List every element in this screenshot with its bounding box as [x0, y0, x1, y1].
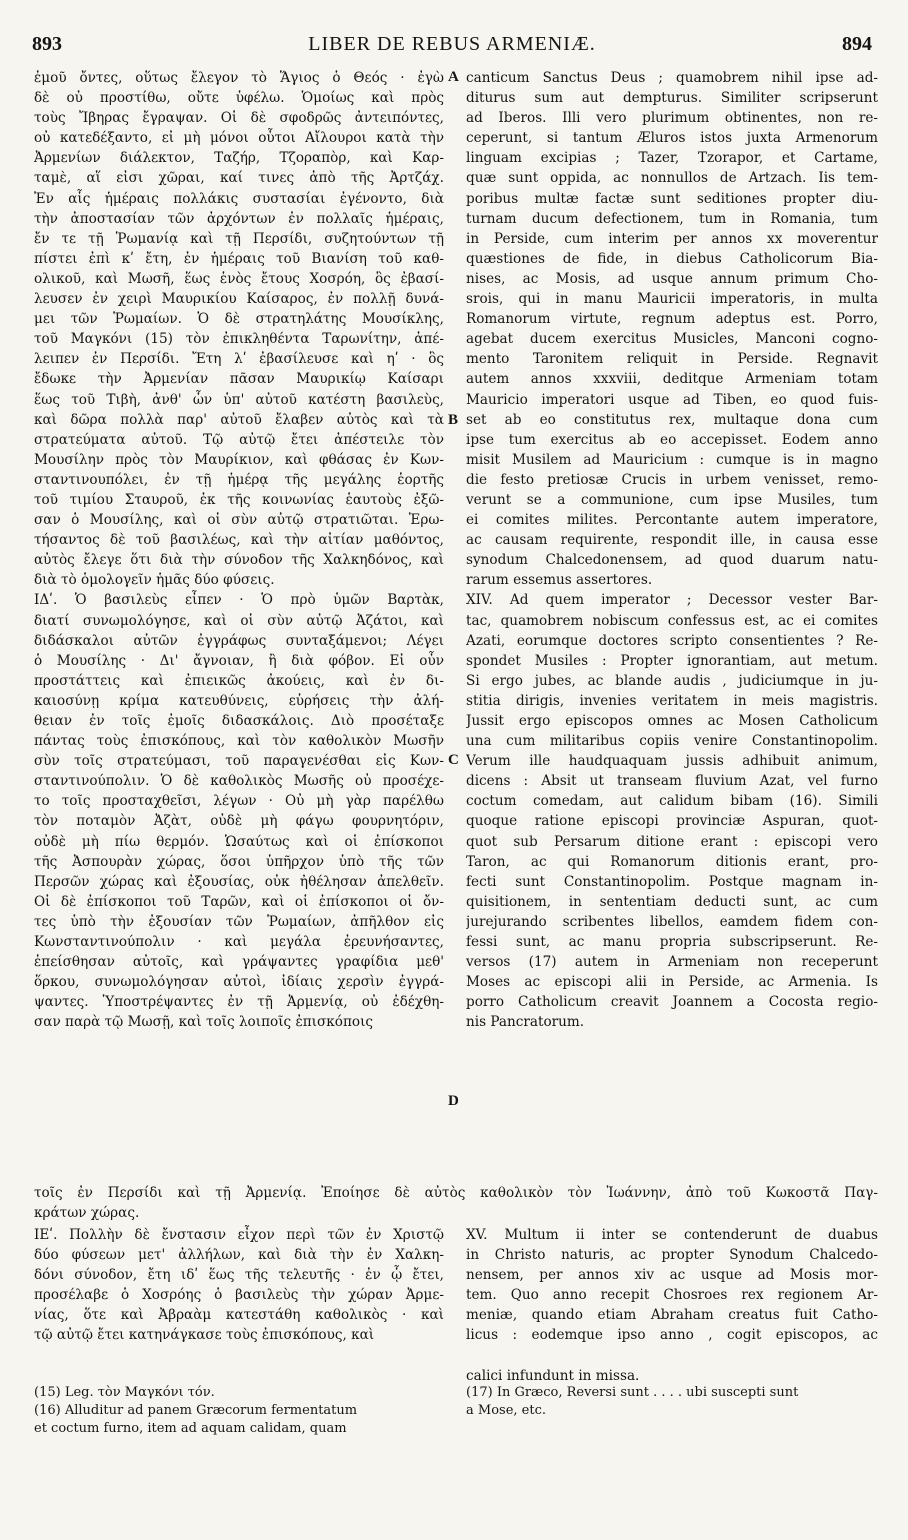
text-line: verunt se a communione, cum ipse Musiles, tum — [466, 491, 878, 508]
text-line: ὁ Μουσίλης · Δι' ἄγνοιαν, ἢ διὰ φόβον. Εἰ οὖν — [34, 652, 444, 669]
margin-letter-a: A — [448, 69, 459, 85]
text-line: et coctum furno, item ad aquam calidam, quam — [34, 1421, 347, 1436]
text-line: Κωνσταντινούπολιν · καὶ μεγάλα ἐρευνήσαντες, — [34, 934, 444, 951]
text-line: una cum militaribus copiis venire Constantinopolim. — [466, 733, 878, 750]
text-line: fessi sunt, ac manu propria subscripserunt. Re- — [466, 934, 878, 951]
text-line — [466, 1346, 878, 1366]
text-line: (15) Leg. τὸν Μαγκόνι τόν. — [34, 1385, 215, 1400]
margin-letter-d: D — [448, 1093, 459, 1109]
footnotes-right — [466, 1384, 878, 1420]
text-line: αὐτὸς ἔλεγε ὅτι διὰ τὴν σύνοδον τῆς Χαλκηδόνος, καὶ — [34, 552, 444, 569]
text-line: ταμὲ, αἵ εἰσι χῶραι, καί τινες ἀπὸ τῆς Ἀρτζάχ. — [34, 170, 444, 187]
text-line: λευσεν ἐν χειρὶ Μαυρικίου Καίσαρος, ἐν πολλῇ δυνά- — [34, 291, 444, 308]
text-line: tem. Quo anno recepit Chosroes rex regionem Ar- — [466, 1287, 878, 1304]
text-line: diturus sum aut dempturus. Similiter scripserunt — [466, 90, 878, 107]
text-line: Ἐν αἷς ἡμέραις πολλάκις συστασίαι ἐγένοντο, διὰ — [34, 190, 444, 207]
text-line: die festo pretiosæ Crucis in urbem venisset, remo- — [466, 471, 878, 488]
footnotes-left — [34, 1384, 444, 1438]
latin-text-column — [466, 68, 878, 1033]
text-line: ψαντες. Ὑποστρέψαντες ἐν τῇ Ἀρμενίᾳ, οὐ ἐδέχθη- — [34, 994, 444, 1011]
text-line: τῷ αὐτῷ ἔτει κατηνάγκασε τοὺς ἐπισκόπους, καὶ — [34, 1327, 375, 1344]
text-line: πίστει ἐπὶ κʹ ἔτη, ἐν ἡμέραις τοῦ Βιανίση τοῦ καθ- — [34, 250, 444, 267]
text-line: οὐ κατεδέξαντο, εἰ μὴ μόνοι οὗτοι Αἴλουροι κατὰ τὴν — [34, 130, 444, 147]
text-line: calici infundunt in missa. — [466, 1367, 640, 1384]
text-line: δὲ οὐ προστίθω, οὔτε ὑφέλω. Ὁμοίως καὶ πρὸς — [34, 90, 444, 107]
text-line: τοῦ Μαγκόνι (15) τὸν ἐπικληθέντα Ταρωνίτην, ἀπέ- — [34, 331, 444, 348]
text-line: quoque ratione episcopi provinciæ Aspuran, quot- — [466, 813, 878, 830]
text-line: porro Catholicum creavit Joannem a Cocosta regio- — [466, 994, 878, 1011]
greek-text-column — [34, 68, 444, 1033]
text-line: linguam excipias ; Tazer, Tzorapor, et Cartame, — [466, 150, 878, 167]
text-line: Verum ille haudquaquam jussis adhibuit animum, — [466, 753, 878, 770]
text-line: Romanorum virtute, regnum adeptus est. Porro, — [466, 311, 878, 328]
text-line: misit Musilem ad Mauricium : cumque is in magno — [466, 451, 878, 468]
text-line: τοῦ τιμίου Σταυροῦ, ἐκ τῆς κοινωνίας ἑαυτοὺς ἐξῶ- — [34, 491, 444, 508]
text-line: τήσαντος δὲ τοῦ βασιλέως, καὶ τὴν αἰτίαν μαθόντος, — [34, 532, 444, 549]
text-line: σὺν τοῖς στρατεύμασι, τοῦ παραγενέσθαι εἰς Κων- — [34, 753, 444, 770]
text-line: mento Taronitem reliquit in Perside. Regnavit — [466, 351, 878, 368]
text-line: καὶ δῶρα πολλὰ παρ' αὐτοῦ ἔλαβεν αὐτὸς καὶ τὰ — [34, 411, 444, 428]
text-line: ΙΔʹ. Ὁ βασιλεὺς εἶπεν · Ὁ πρὸ ὑμῶν Βαρτὰκ, — [34, 592, 444, 609]
text-line: rarum essemus assertores. — [466, 572, 653, 589]
text-line: σαν παρὰ τῷ Μωσῇ, καὶ τοῖς λοιποῖς ἐπισκόποις — [34, 1014, 374, 1031]
text-line: quæstiones de fide, in diebus Catholicorum Bia- — [466, 250, 878, 267]
text-line: in Christo naturis, ac propter Synodum Chalcedo- — [466, 1247, 878, 1264]
text-line: ΙΕʹ. Πολλὴν δὲ ἔνστασιν εἶχον περὶ τῶν ἐν Χριστῷ — [34, 1227, 444, 1243]
text-line: srois, qui in manu Mauricii imperatoris, in multa — [466, 291, 878, 308]
text-line: τες ὑπὸ τὴν ἐξουσίαν τῶν Ῥωμαίων, ἀπῆλθον εἰς — [34, 913, 444, 930]
text-line: μει τῶν Ῥωμαίων. Ὁ δὲ στρατηλάτης Μουσίκλης, — [34, 311, 444, 328]
text-line: ἐμοῦ ὄντες, οὕτως ἔλεγον τὸ Ἅγιος ὁ Θεός · ἐγὼ — [34, 70, 444, 86]
text-line: στρατεύματα αὐτοῦ. Τῷ αὐτῷ ἔτει ἀπέστειλε τὸν — [34, 431, 444, 448]
text-line: autem annos xxxviii, deditque Armeniam totam — [466, 371, 878, 388]
text-line: turnam ducum defectionem, tum in Romania, tum — [466, 210, 878, 227]
greek-section-xv — [34, 1225, 444, 1346]
text-line: Mauricio imperatori usque ad Tiben, eo quod fuis- — [466, 391, 878, 408]
text-line: synodum Chalcedonensem, ad quod duarum natu- — [466, 552, 878, 569]
text-line: quisitionem, in sententiam deducti sunt, ac cum — [466, 893, 878, 910]
text-line: set ab eo constitutus rex, multaque dona cum — [466, 411, 878, 428]
text-line: πάντας τοὺς ἐπισκόπους, καὶ τὸν καθολικὸν Μωσῆν — [34, 733, 444, 750]
text-line: ἐπείσθησαν αὐτοῖς, καὶ γράψαντες γραφίδια μεθ' — [34, 954, 444, 971]
text-line: XV. Multum ii inter se contenderunt de duabus — [466, 1227, 878, 1243]
text-line: προστάττεις καὶ ἐπιεικῶς ἀκούεις, καὶ ἐν δι- — [34, 672, 444, 689]
text-line: διὰ τὸ ὁμολογεῖν ἡμᾶς δύο φύσεις. — [34, 572, 275, 589]
text-line: το τοῖς προσταχθεῖσι, λέγων · Οὐ μὴ γὰρ παρέλθω — [34, 793, 444, 810]
text-line: nis Pancratorum. — [466, 1014, 585, 1031]
text-line: διδάσκαλοι αὐτῶν ἐγγράφως συνταξάμενοι; Λέγει — [34, 632, 444, 649]
text-line: Ἀρμενίων διάλεκτον, Ταζήρ, Τζοραπὸρ, καὶ Καρ- — [34, 150, 444, 167]
running-title: LIBER DE REBUS ARMENIÆ. — [308, 33, 596, 55]
text-line: ei comites milites. Percontante autem imperatore, — [466, 512, 878, 529]
text-line: τοῖς ἐν Περσίδι καὶ τῇ Ἀρμενίᾳ. Ἐποίησε δὲ αὐτὸς καθολικὸν τὸν Ἰωάννην, ἀπὸ τοῦ Κωκοστᾶ Παγ- — [34, 1185, 878, 1201]
text-line: (16) Alluditur ad panem Græcorum fermentatum — [34, 1403, 358, 1418]
text-line: a Mose, etc. — [466, 1403, 546, 1418]
text-line: ὅρκου, συνωμολόγησαν αὐτοὶ, ἰδίαις χερσὶν ἐγγρά- — [34, 974, 444, 991]
text-line: Moses ac episcopi alii in Perside, ac Armenia. Is — [466, 974, 878, 991]
text-line: διατί συνωμολόγησε, καὶ οἱ σὺν αὐτῷ Ἀζάτοι, καὶ — [34, 612, 444, 629]
text-line: canticum Sanctus Deus ; quamobrem nihil ipse ad- — [466, 70, 878, 86]
text-line: δύο φύσεων μετ' ἀλλήλων, καὶ διὰ τὴν ἐν Χαλκη- — [34, 1247, 444, 1264]
full-width-text — [34, 1183, 878, 1223]
text-line: Azati, eorumque doctores scripto consentientes ? Re- — [466, 632, 878, 649]
text-line: ipse tum exercitus ab eo accepisset. Eodem anno — [466, 431, 878, 448]
text-line: καιοσύνῃ κρίμα κατευθύνεις, εὑρήσεις τὴν ἀλή- — [34, 692, 444, 709]
text-line: jurejurando scribentes libellos, eamdem fidem con- — [466, 913, 878, 930]
text-line: stitia dirigis, invenies veritatem in meis magistris. — [466, 692, 878, 709]
text-line: ἔδωκε τὴν Ἀρμενίαν πᾶσαν Μαυρικίῳ Καίσαρι — [34, 371, 444, 388]
text-line: προσέλαβε ὁ Χοσρόης ὁ βασιλεὺς τὴν χώραν Ἀρμε- — [34, 1287, 444, 1304]
text-line: nensem, per annos xiv ac usque ad Mosis mor- — [466, 1267, 878, 1284]
margin-letter-b: B — [448, 412, 459, 428]
text-line: Si ergo jubes, ac blande audis , judiciumque in ju- — [466, 672, 878, 689]
text-line: Taron, ac qui Romanorum ditionis erant, pro- — [466, 853, 878, 870]
text-line: ολικοῦ, καὶ Μωσῆ, ἕως ἑνὸς ἔτους Χοσρόη, ὃς ἐβασί- — [34, 270, 444, 287]
text-line: θειαν ἐν τοῖς ἐμοῖς διδασκάλοις. Διὸ προσέταξε — [34, 713, 444, 729]
text-line: τὴν ἀποστασίαν τῶν ἀρχόντων ἐν πολλαῖς ἡμέραις, — [34, 210, 444, 227]
text-line: νίας, ὅτε καὶ Ἀβραὰμ κατεστάθη καθολικὸς · καὶ — [34, 1307, 444, 1324]
text-line: poribus multæ factæ sunt seditiones propter diu- — [466, 190, 878, 207]
text-line: δόνι σύνοδον, ἔτη ιδʹ ἕως τῆς τελευτῆς · ἐν ᾧ ἔτει, — [34, 1267, 444, 1284]
text-line: agebat ducem exercitus Musicles, Manconi cogno- — [466, 331, 878, 348]
text-line: ad Iberos. Illi vero plurimum obtinentes, non re- — [466, 110, 878, 127]
text-line: Περσῶν χώρας καὶ ἐξουσίας, οὐκ ἠθέλησαν ἀπελθεῖν. — [34, 873, 444, 890]
latin-section-xv — [466, 1225, 878, 1386]
text-line: dicens : Absit ut transeam fluvium Azat, vel furno — [466, 773, 878, 790]
text-line: coctum comedam, aut calidum bibam (16). Simili — [466, 793, 878, 810]
text-line: quæ sunt oppida, ac nonnullos de Artzach. Iis tem- — [466, 170, 878, 187]
text-line: spondet Musiles : Propter ignorantiam, aut metum. — [466, 652, 878, 669]
text-line: versos (17) autem in Armeniam non receperunt — [466, 954, 878, 971]
running-header — [32, 33, 872, 67]
text-line: οὐδὲ μὴ πίω θερμόν. Ὡσαύτως καὶ οἱ ἐπίσκοποι — [34, 833, 444, 850]
text-line: quot sub Persarum ditione erant : episcopi vero — [466, 833, 878, 850]
text-line: τὸν ποταμὸν Ἀζὰτ, οὐδὲ μὴ φάγω φουρνητόριν, — [34, 813, 444, 830]
text-line: τοὺς Ἴβηρας ἔγραψαν. Οἱ δὲ σφοδρῶς ἀντειπόντες, — [34, 110, 444, 127]
text-line: σταντινουπόλει, ἐν τῇ ἡμέρᾳ τῆς μεγάλης ἑορτῆς — [34, 471, 444, 488]
margin-letter-c: C — [448, 752, 459, 768]
text-line: λειπεν ἐν Περσίδι. Ἔτη λʹ ἐβασίλευσε καὶ ηʹ · ὃς — [34, 351, 444, 368]
page-number-left: 893 — [32, 33, 62, 55]
text-line: σαν ὁ Μουσίλης, καὶ οἱ σὺν αὐτῷ στρατιῶται. Ἐρω- — [34, 512, 444, 529]
text-line: κράτων χώρας. — [34, 1205, 140, 1222]
text-line: licus : eodemque ipso anno , cogit episcopos, ac — [466, 1327, 878, 1344]
text-line: (17) In Græco, Reversi sunt . . . . ubi suscepti sunt — [466, 1385, 799, 1400]
text-line: meniæ, quando etiam Abraham creatus fuit Catho- — [466, 1307, 878, 1324]
text-line: Jussit ergo episcopos omnes ac Mosen Catholicum — [466, 713, 878, 729]
text-line: Οἱ δὲ ἐπίσκοποι τοῦ Ταρῶν, καὶ οἱ ἐπίσκοποι οἱ ὄν- — [34, 893, 444, 910]
text-line: tac, quamobrem nobiscum confessus est, ac ei comites — [466, 612, 878, 629]
text-line: ac causam requirente, respondit ille, in causa esse — [466, 532, 878, 549]
page-number-right: 894 — [842, 33, 872, 55]
text-line: ἔν τε τῇ Ῥωμανίᾳ καὶ τῇ Περσίδι, συζητούντων τῇ — [34, 230, 444, 247]
text-line: ceperunt, si tantum Æluros istos juxta Armenorum — [466, 130, 878, 147]
text-line: fecti sunt Constantinopolim. Postque magnam in- — [466, 873, 878, 890]
text-line: ἕως τοῦ Τιβὴ, ἀνθ' ὧν ὑπ' αὐτοῦ κατέστη βασιλεὺς, — [34, 391, 444, 408]
text-line: in Perside, cum interim per annos xx moverentur — [466, 230, 878, 247]
text-line: τῆς Ἀσπουρὰν χώρας, ὅσοι ὑπῆρχον ὑπὸ τῆς τῶν — [34, 853, 444, 870]
text-line: σταντινούπολιν. Ὁ δὲ καθολικὸς Μωσῆς οὐ προσέχε- — [34, 773, 444, 790]
text-line: Μουσίλην πρὸς τὸν Μαυρίκιον, καὶ φθάσας ἐν Κων- — [34, 451, 444, 468]
text-line: XIV. Ad quem imperator ; Decessor vester Bar- — [466, 592, 878, 609]
text-line: nises, ac Mosis, ad usque annum primum Cho- — [466, 270, 878, 287]
